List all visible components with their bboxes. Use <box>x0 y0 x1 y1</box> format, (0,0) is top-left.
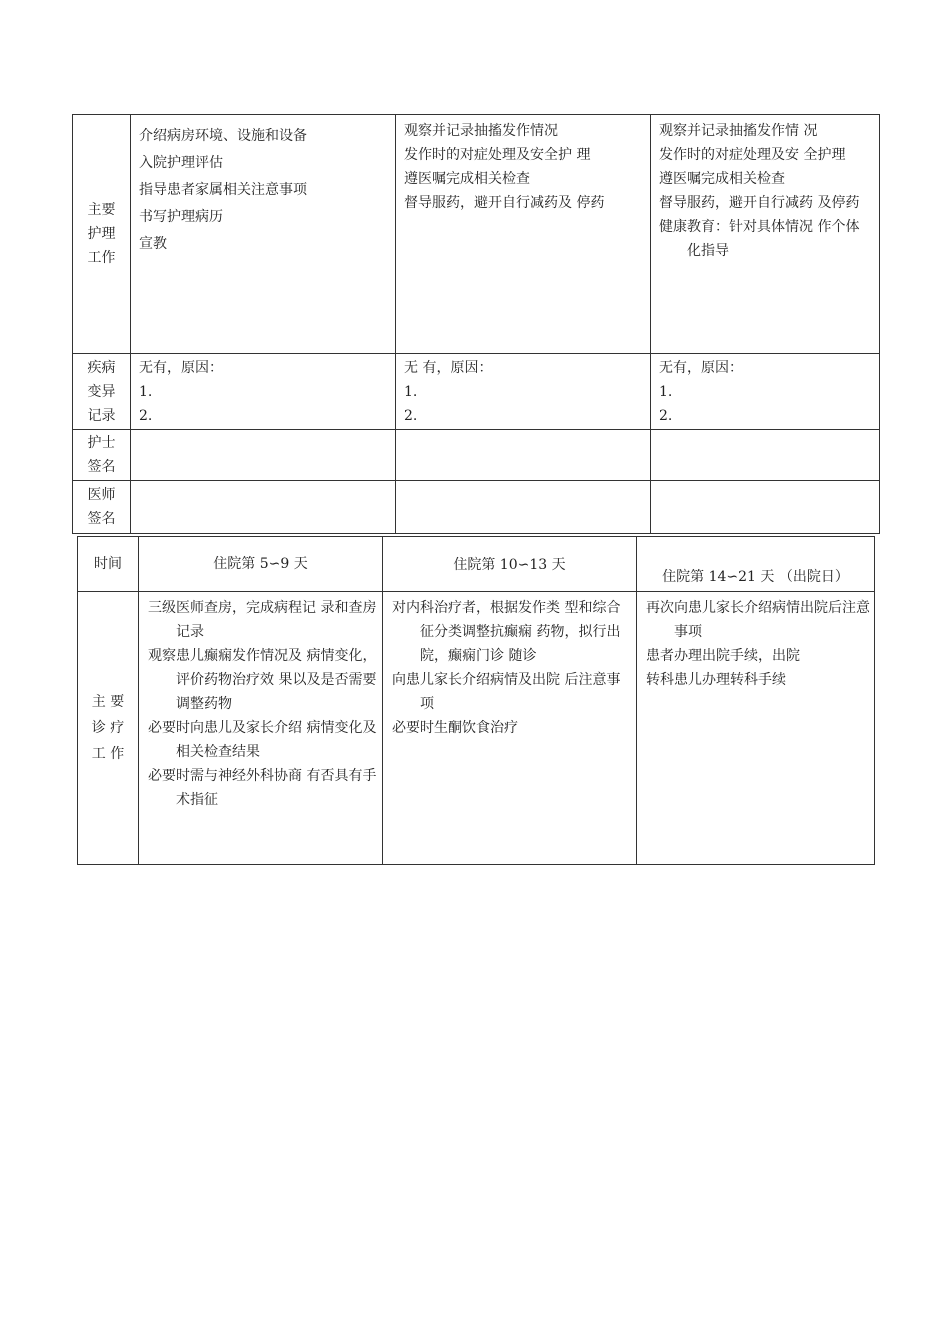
variation-cell-col3: 无有，原因： 1. 2. <box>651 354 880 430</box>
treatment-cell-col3: 再次向患儿家长介绍病情出院后注意事项 患者办理出院手续，出院 转科患儿办理转科手续 <box>637 592 875 865</box>
row-label-treatment-work: 主 要 诊 疗 工 作 <box>78 592 139 865</box>
table-row <box>73 354 880 430</box>
nurse-signature-col3 <box>651 430 880 481</box>
nurse-signature-col1 <box>131 430 396 481</box>
doctor-signature-col1 <box>131 481 396 534</box>
nursing-work-table <box>72 114 880 534</box>
table-header-row <box>78 537 875 592</box>
nursing-cell-col2: 观察并记录抽搐发作情况 发作时的对症处理及安全护 理 遵医嘱完成相关检查 督导服药，避开自行减药及 停药 <box>396 115 651 354</box>
table-row <box>73 115 880 354</box>
table-row <box>73 430 880 481</box>
row-label-doctor-signature: 医师 签名 <box>73 481 131 534</box>
header-time: 时间 <box>78 537 139 592</box>
nursing-cell-col1: 介绍病房环境、设施和设备 入院护理评估 指导患者家属相关注意事项 书写护理病历 宣教 <box>131 115 396 354</box>
treatment-cell-col2: 对内科治疗者，根据发作类 型和综合征分类调整抗癫痫 药物，拟行出院，癫痫门诊 随诊 向患儿家长介绍病情及出院 后注意事项 必要时生酮饮食治疗 <box>383 592 637 865</box>
header-day-10-13: 住院第 10∽13 天 <box>383 537 637 592</box>
header-day-14-21: 住院第 14∽21 天 （出院日） <box>637 537 875 592</box>
table-row <box>73 481 880 534</box>
table-row <box>78 592 875 865</box>
variation-cell-col2: 无 有，原因： 1. 2. <box>396 354 651 430</box>
treatment-work-table <box>77 536 875 865</box>
row-label-variation-record: 疾病 变异 记录 <box>73 354 131 430</box>
nurse-signature-col2 <box>396 430 651 481</box>
doctor-signature-col2 <box>396 481 651 534</box>
treatment-cell-col1: 三级医师查房，完成病程记 录和查房记录 观察患儿癫痫发作情况及 病情变化，评价药物治疗效 果以及是否需要调整药物 必要时向患儿及家长介绍 病情变化及相关检查结果 必要时需与神经外科协商 有否具有手术指征 <box>139 592 383 865</box>
variation-cell-col1: 无有，原因： 1. 2. <box>131 354 396 430</box>
doctor-signature-col3 <box>651 481 880 534</box>
row-label-nurse-signature: 护士 签名 <box>73 430 131 481</box>
nursing-cell-col3: 观察并记录抽搐发作情 况 发作时的对症处理及安 全护理 遵医嘱完成相关检查 督导服药，避开自行减药 及停药 健康教育：针对具体情况 作个体化指导 <box>651 115 880 354</box>
header-day-5-9: 住院第 5∽9 天 <box>139 537 383 592</box>
row-label-nursing-work: 主要 护理 工作 <box>73 115 131 354</box>
